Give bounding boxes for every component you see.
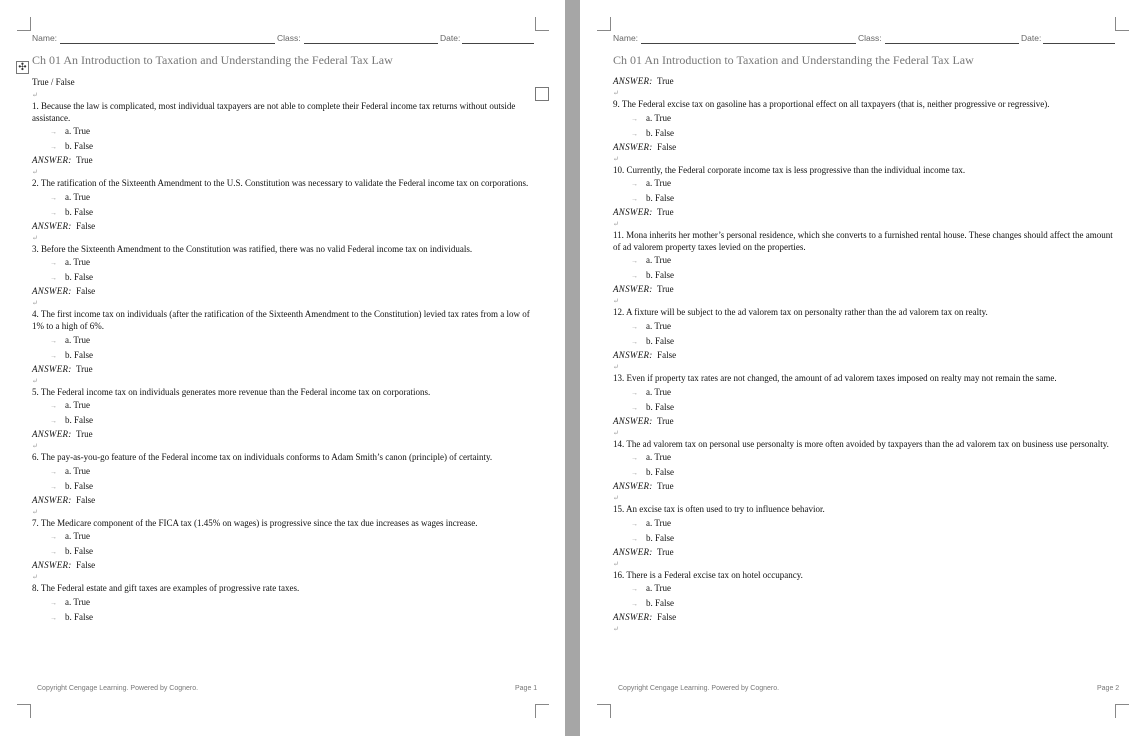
- answer-label: ANSWER:: [32, 155, 72, 166]
- option-true[interactable]: [613, 450, 1113, 465]
- question: [32, 452, 532, 518]
- page-header: [32, 33, 537, 45]
- option-false[interactable]: [32, 610, 532, 625]
- answer-line: [32, 559, 532, 571]
- option-label: b. False: [65, 546, 93, 557]
- option-true[interactable]: [32, 124, 532, 139]
- answer-value: True: [75, 155, 93, 166]
- answer-line: [613, 349, 1113, 361]
- tab-mark-icon: →: [631, 600, 638, 609]
- option-label: a. True: [646, 112, 672, 123]
- question: [32, 309, 532, 386]
- option-label: b. False: [646, 598, 674, 609]
- tab-mark-icon: →: [50, 598, 57, 607]
- answer-label: ANSWER:: [32, 494, 72, 505]
- crop-mark: [535, 704, 549, 718]
- tab-mark-icon: →: [631, 257, 638, 266]
- option-label: b. False: [646, 193, 674, 204]
- date-label: Date:: [1021, 33, 1042, 43]
- date-line[interactable]: [462, 43, 534, 44]
- tab-mark-icon: →: [631, 454, 638, 463]
- option-label: a. True: [646, 320, 672, 331]
- question: [32, 101, 532, 178]
- option-label: b. False: [65, 349, 93, 360]
- question-stem: 15. An excise tax is often used to try to influence behavior.: [613, 504, 825, 515]
- question-stem: 6. The pay-as-you-go feature of the Federal income tax on individuals conforms to Adam Smith’s canon (principle) of certainty.: [32, 452, 493, 463]
- tab-mark-icon: →: [50, 533, 57, 542]
- tab-mark-icon: →: [631, 403, 638, 412]
- answer-line: [32, 154, 532, 166]
- answer-label: ANSWER:: [613, 207, 653, 218]
- paragraph-mark: ↵: [613, 89, 619, 97]
- question: [613, 307, 1113, 373]
- answer-label: ANSWER:: [613, 349, 653, 360]
- option-false[interactable]: [613, 334, 1113, 349]
- crop-mark: [597, 704, 611, 718]
- option-label: b. False: [646, 401, 674, 412]
- question: [32, 244, 532, 310]
- option-label: b. False: [65, 272, 93, 283]
- answer-label: ANSWER:: [32, 429, 72, 440]
- crop-mark: [597, 17, 611, 31]
- answer-value: True: [656, 481, 674, 492]
- answer-value: True: [656, 546, 674, 557]
- paragraph-mark: ↵: [32, 299, 38, 308]
- answer-value: True: [656, 284, 674, 295]
- option-label: b. False: [65, 415, 93, 426]
- option-false[interactable]: [32, 479, 532, 494]
- question: [613, 165, 1113, 231]
- option-label: a. True: [65, 531, 91, 542]
- page-1-body: [32, 75, 532, 625]
- footer-copyright: Copyright Cengage Learning. Powered by Cognero.: [618, 685, 780, 692]
- answer-line: [32, 428, 532, 440]
- tab-mark-icon: →: [50, 143, 57, 152]
- option-label: b. False: [65, 141, 93, 152]
- crop-mark: [17, 704, 31, 718]
- option-false[interactable]: [613, 268, 1113, 283]
- paragraph-mark: ↵: [32, 507, 38, 516]
- tab-mark-icon: →: [631, 114, 638, 123]
- tab-mark-icon: →: [50, 613, 57, 622]
- option-false[interactable]: [32, 139, 532, 154]
- question-stem: 14. The ad valorem tax on personal use personalty is more often avoided by taxpayers than the ad valorem tax on business use personalty.: [613, 438, 1109, 449]
- answer-label: ANSWER:: [613, 481, 653, 492]
- page-2-body: [613, 75, 1113, 635]
- question: [32, 518, 532, 584]
- option-label: a. True: [65, 191, 91, 202]
- tab-mark-icon: →: [50, 482, 57, 491]
- answer-value: True: [75, 429, 93, 440]
- tab-mark-icon: →: [50, 336, 57, 345]
- name-line[interactable]: [60, 43, 275, 44]
- option-false[interactable]: [613, 191, 1113, 206]
- option-label: a. True: [646, 583, 672, 594]
- tab-mark-icon: →: [50, 208, 57, 217]
- option-true[interactable]: [613, 253, 1113, 268]
- option-false[interactable]: [613, 531, 1113, 546]
- tab-mark-icon: →: [631, 322, 638, 331]
- option-label: b. False: [646, 127, 674, 138]
- page-header: [613, 33, 1118, 45]
- question-stem: 12. A fixture will be subject to the ad valorem tax on personalty rather than the ad valorem tax on realty.: [613, 307, 988, 318]
- name-label: Name:: [613, 33, 639, 43]
- option-true[interactable]: [32, 255, 532, 270]
- paragraph-mark: ↵: [613, 297, 619, 306]
- question: [32, 583, 532, 625]
- option-label: a. True: [646, 386, 672, 397]
- option-true[interactable]: [32, 333, 532, 348]
- answer-label: ANSWER:: [32, 286, 72, 297]
- question-stem: 10. Currently, the Federal corporate income tax is less progressive than the individual income tax.: [613, 164, 966, 175]
- option-false[interactable]: [32, 348, 532, 363]
- paragraph-mark: ↵: [32, 573, 38, 582]
- answer-value: False: [657, 612, 677, 623]
- option-false[interactable]: [32, 205, 532, 220]
- class-line[interactable]: [885, 43, 1019, 44]
- option-label: b. False: [646, 270, 674, 281]
- question-stem: 7. The Medicare component of the FICA tax (1.45% on wages) is progressive since the tax due increases as wages increase.: [32, 517, 478, 528]
- tab-mark-icon: →: [50, 351, 57, 360]
- answer-value: True: [75, 363, 93, 374]
- answer-value: True: [656, 76, 674, 86]
- option-label: a. True: [646, 452, 672, 463]
- paragraph-mark: ↵: [32, 168, 38, 177]
- class-label: Class:: [277, 33, 301, 43]
- answer-line: [32, 494, 532, 506]
- answer-value: True: [656, 415, 674, 426]
- tab-mark-icon: →: [631, 195, 638, 204]
- table-move-handle-icon[interactable]: ✣: [16, 61, 29, 74]
- question: [613, 439, 1113, 505]
- option-true[interactable]: [613, 581, 1113, 596]
- option-false[interactable]: [32, 270, 532, 285]
- paragraph-mark: ↵: [613, 154, 619, 163]
- tab-mark-icon: →: [50, 548, 57, 557]
- page-number: Page 1: [515, 685, 538, 692]
- option-label: a. True: [65, 596, 91, 607]
- tab-mark-icon: →: [631, 519, 638, 528]
- option-false[interactable]: [613, 465, 1113, 480]
- paragraph-mark: ↵: [613, 362, 619, 371]
- paragraph-mark: ↵: [613, 220, 619, 229]
- option-false[interactable]: [32, 413, 532, 428]
- answer-line: [32, 363, 532, 375]
- crop-mark: [1115, 17, 1129, 31]
- option-true[interactable]: [32, 464, 532, 479]
- option-false[interactable]: [32, 544, 532, 559]
- answer-label: ANSWER:: [613, 141, 653, 152]
- question: [32, 387, 532, 453]
- class-line[interactable]: [304, 43, 438, 44]
- option-label: b. False: [65, 480, 93, 491]
- answer-line: [613, 546, 1113, 558]
- answer-value: False: [76, 560, 96, 571]
- tab-mark-icon: →: [50, 402, 57, 411]
- question-stem: 3. Before the Sixteenth Amendment to the Constitution was ratified, there was no valid Federal income tax on individuals.: [32, 243, 473, 254]
- option-true[interactable]: [613, 319, 1113, 334]
- question-stem: 16. There is a Federal excise tax on hotel occupancy.: [613, 569, 803, 580]
- answer-line: [613, 75, 1113, 87]
- tab-mark-icon: →: [631, 180, 638, 189]
- tab-mark-icon: →: [50, 274, 57, 283]
- name-line[interactable]: [641, 43, 856, 44]
- answer-label: ANSWER:: [32, 363, 72, 374]
- option-false[interactable]: [613, 400, 1113, 415]
- question-stem: 4. The first income tax on individuals (after the ratification of the Sixteenth Amendment to the Constitution) levied tax rates from a low of 1% to a high of 6%.: [32, 309, 530, 331]
- paragraph-mark: ↵: [32, 233, 38, 242]
- question-stem: 8. The Federal estate and gift taxes are examples of progressive rate taxes.: [32, 583, 300, 594]
- document-page-1: [0, 0, 565, 736]
- paragraph-mark: ↵: [613, 428, 619, 437]
- answer-line: [613, 206, 1113, 218]
- footer-copyright: Copyright Cengage Learning. Powered by Cognero.: [37, 685, 199, 692]
- tab-mark-icon: →: [631, 585, 638, 594]
- answer-value: False: [76, 220, 96, 231]
- name-label: Name:: [32, 33, 58, 43]
- question-stem: 11. Mona inherits her mother’s personal residence, which she converts to a furnished rental house. These changes should affect the amount of ad valorem property taxes levied on the properties.: [613, 230, 1113, 252]
- question-stem: 1. Because the law is complicated, most individual taxpayers are not able to complete their Federal income tax returns without outside assistance.: [32, 101, 516, 123]
- option-false[interactable]: [613, 126, 1113, 141]
- paragraph-mark: ↵: [613, 625, 619, 634]
- page-title: Ch 01 An Introduction to Taxation and Understanding the Federal Tax Law: [613, 53, 974, 67]
- tab-mark-icon: →: [50, 467, 57, 476]
- tab-mark-icon: →: [631, 388, 638, 397]
- option-true[interactable]: [32, 595, 532, 610]
- answer-label: ANSWER:: [32, 560, 72, 571]
- answer-line: [613, 283, 1113, 295]
- question-stem: 9. The Federal excise tax on gasoline has a proportional effect on all taxpayers (that is, neither progressive or regressive).: [613, 99, 1050, 109]
- paragraph-mark: ↵: [32, 442, 38, 451]
- section-heading: True / False: [32, 77, 75, 87]
- answer-label: ANSWER:: [613, 76, 653, 86]
- tab-mark-icon: →: [631, 337, 638, 346]
- option-label: a. True: [65, 334, 91, 345]
- question-stem: 13. Even if property tax rates are not changed, the amount of ad valorem taxes imposed on realty may not remain the same.: [613, 372, 1057, 383]
- paragraph-mark: ↵: [613, 559, 619, 568]
- date-line[interactable]: [1043, 43, 1115, 44]
- tab-mark-icon: →: [631, 469, 638, 478]
- tab-mark-icon: →: [631, 129, 638, 138]
- tab-mark-icon: →: [50, 193, 57, 202]
- option-label: a. True: [646, 255, 672, 266]
- question-list: [613, 99, 1113, 635]
- question: [613, 570, 1113, 636]
- question: [613, 99, 1113, 165]
- tab-mark-icon: →: [50, 417, 57, 426]
- option-true[interactable]: [613, 176, 1113, 191]
- document-page-2: [580, 0, 1148, 736]
- page-number: Page 2: [1097, 685, 1120, 692]
- crop-mark: [535, 17, 549, 31]
- question-stem: 2. The ratification of the Sixteenth Amendment to the U.S. Constitution was necessary to validate the Federal income tax on corporations.: [32, 178, 529, 189]
- question-list: [32, 101, 532, 625]
- paragraph-mark: ↵: [613, 494, 619, 503]
- option-label: b. False: [646, 467, 674, 478]
- answer-line: [613, 480, 1113, 492]
- answer-line: [32, 220, 532, 232]
- option-false[interactable]: [613, 596, 1113, 611]
- question: [613, 373, 1113, 439]
- tab-mark-icon: →: [631, 534, 638, 543]
- question: [613, 230, 1113, 307]
- option-label: a. True: [65, 400, 91, 411]
- option-label: a. True: [646, 517, 672, 528]
- answer-line: [613, 415, 1113, 427]
- tab-mark-icon: →: [50, 128, 57, 137]
- date-label: Date:: [440, 33, 461, 43]
- table-resize-handle[interactable]: [535, 87, 549, 101]
- paragraph-mark: ↵: [32, 91, 38, 99]
- paragraph-mark: ↵: [32, 376, 38, 385]
- option-true[interactable]: [613, 516, 1113, 531]
- page-title: Ch 01 An Introduction to Taxation and Understanding the Federal Tax Law: [32, 53, 393, 67]
- answer-value: False: [76, 286, 96, 297]
- answer-label: ANSWER:: [613, 415, 653, 426]
- option-label: a. True: [65, 465, 91, 476]
- tab-mark-icon: →: [50, 259, 57, 268]
- option-label: b. False: [65, 611, 93, 622]
- option-true[interactable]: [32, 529, 532, 544]
- crop-mark: [1115, 704, 1129, 718]
- answer-value: False: [657, 349, 677, 360]
- option-label: b. False: [646, 335, 674, 346]
- option-label: b. False: [65, 206, 93, 217]
- option-label: a. True: [646, 178, 672, 189]
- option-true[interactable]: [32, 398, 532, 413]
- class-label: Class:: [858, 33, 882, 43]
- answer-value: False: [657, 141, 677, 152]
- answer-value: True: [656, 207, 674, 218]
- answer-line: [613, 141, 1113, 153]
- option-true[interactable]: [613, 385, 1113, 400]
- option-true[interactable]: [32, 190, 532, 205]
- answer-value: False: [76, 494, 96, 505]
- question: [32, 178, 532, 244]
- option-label: b. False: [646, 532, 674, 543]
- answer-line: [613, 611, 1113, 623]
- option-label: a. True: [65, 126, 91, 137]
- tab-mark-icon: →: [631, 272, 638, 281]
- answer-label: ANSWER:: [613, 284, 653, 295]
- question: [613, 504, 1113, 570]
- option-true[interactable]: [613, 111, 1113, 126]
- option-label: a. True: [65, 257, 91, 268]
- answer-label: ANSWER:: [613, 546, 653, 557]
- crop-mark: [17, 17, 31, 31]
- answer-label: ANSWER:: [613, 612, 653, 623]
- answer-line: [32, 285, 532, 297]
- answer-label: ANSWER:: [32, 220, 72, 231]
- question-stem: 5. The Federal income tax on individuals generates more revenue than the Federal income tax on corporations.: [32, 386, 431, 397]
